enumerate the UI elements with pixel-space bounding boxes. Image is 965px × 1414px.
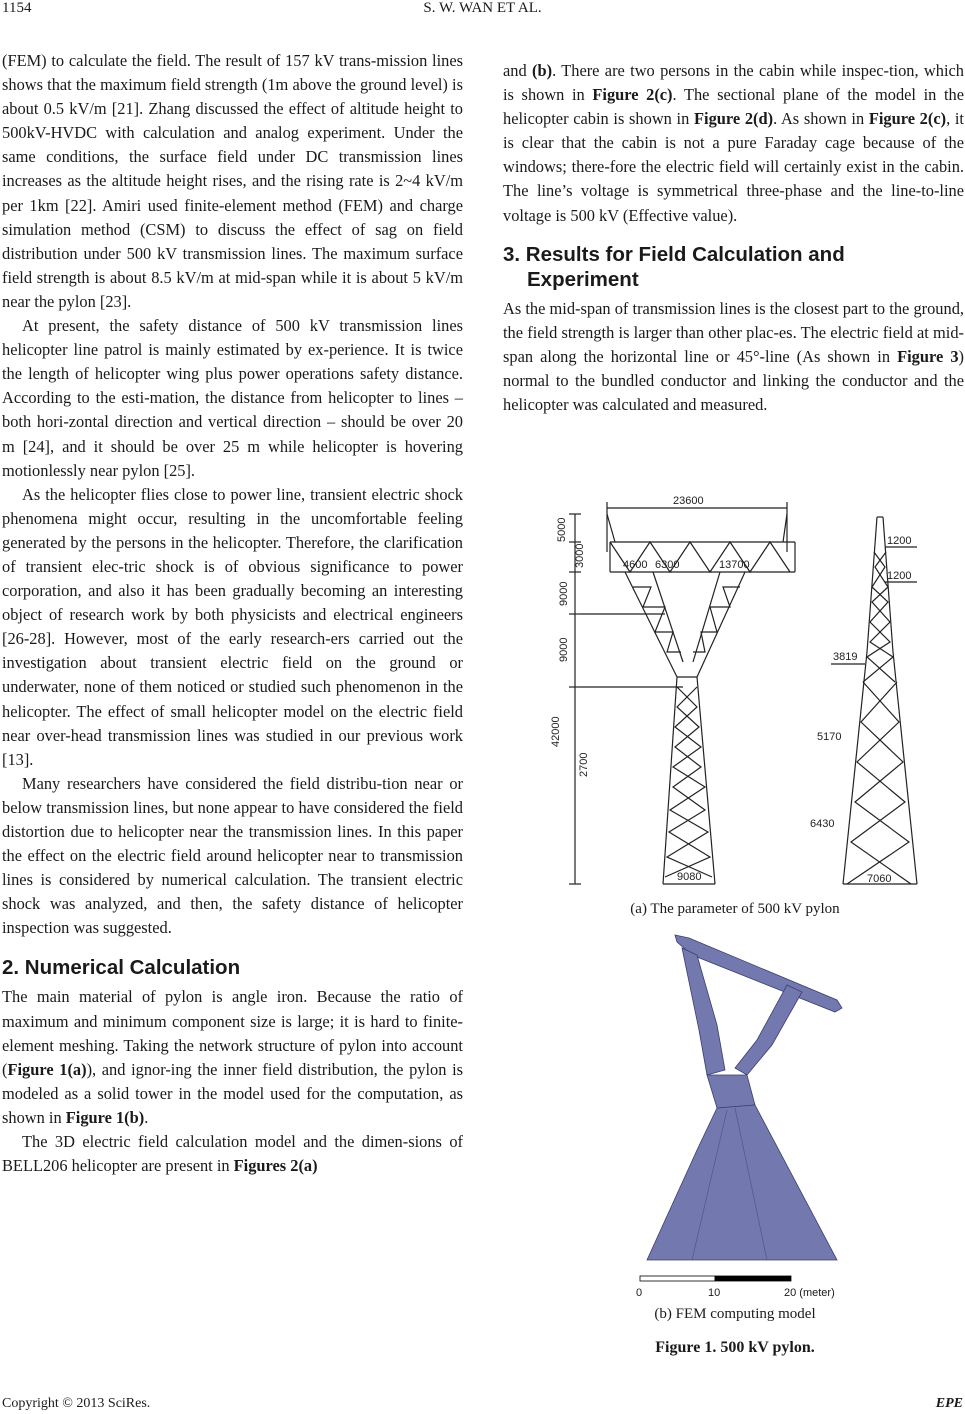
fem-model-image bbox=[637, 930, 842, 1285]
figure-ref: Figure 1(a) bbox=[7, 1059, 87, 1079]
dimension-label: 3819 bbox=[833, 651, 858, 663]
figure-ref: Figures 2(a) bbox=[233, 1156, 318, 1176]
paragraph: Many researchers have considered the field distribu-tion near or below transmission lines, but none appear to have considered the field distortion due to helicopter near the transmission lines. In this paper the effect on the electric field around helicopter near to transmission lines is considered by numerical calculation. The transient electric shock was analyzed, and then, the safety distance of helicopter inspection was suggested. bbox=[2, 773, 463, 938]
dimension-label: 6300 bbox=[655, 559, 680, 571]
footer-journal: EPE bbox=[935, 1396, 963, 1411]
subfigure-caption-b: (b) FEM computing model bbox=[654, 1306, 816, 1322]
paragraph: At present, the safety distance of 500 kV transmission lines helicopter line patrol is mainly estimated by ex-perience. It is twice the length of helicopter wing plus power operations safety distance. According to the esti-mation, the distance from helicopter to lines – both hori-zontal direction and vertical direction – should be over 20 m [24], and it should be over 25 m while helicopter is hovering motionlessly near pylon [25]. bbox=[2, 316, 463, 480]
paragraph: (FEM) to calculate the field. The result of 157 kV trans-mission lines shows that the maximum field strength (1m above the ground level) is about 0.5 kV/m [21]. Zhang discussed the effect of altitude height to 500kV-HVDC with calculation and analog experiment. Under the same conditions, the surface field under DC transmission lines increases as the altitude height rises, and the rising rate is 2~4 kV/m per 1km [22]. Amiri used finite-element method (FEM) and charge simulation method (CSM) to discuss the effect of sag on field distribution under 500 kV transmission lines. The maximum surface field strength is about 8.5 kV/m at mid-span while it is about 5 kV/m near the pylon [23]. bbox=[2, 51, 463, 311]
dimension-label: 3000 bbox=[574, 543, 586, 568]
figure-ref: Figure 1(b) bbox=[65, 1107, 145, 1127]
dimension-label: 13700 bbox=[719, 559, 750, 571]
paragraph: As the mid-span of transmission lines is the closest part to the ground, the field strength is larger than other plac-es. The electric field at mid-span along the horizontal line or 45°-line (As shown in Figure 3) normal to the bundled conductor and linking the conductor and the helicopter was calculated and measured. bbox=[503, 298, 964, 415]
dimension-label: 7060 bbox=[867, 873, 892, 885]
dimension-label: 23600 bbox=[673, 495, 704, 507]
dimension-label: 2700 bbox=[578, 752, 590, 777]
scale-label: 10 bbox=[708, 1287, 721, 1299]
dimension-label: 9080 bbox=[677, 871, 702, 883]
dimension-label: 5000 bbox=[556, 517, 568, 542]
dimension-label: 9000 bbox=[558, 637, 570, 662]
page-number: 1154 bbox=[2, 0, 32, 16]
dimension-label: 5170 bbox=[817, 731, 842, 743]
scale-label: 20 (meter) bbox=[784, 1287, 835, 1299]
paragraph: The main material of pylon is angle iron. Because the ratio of maximum and minimum component size is large; it is hard to finite-element meshing. Taking the network structure of pylon into account (Figure 1(a)), and ignor-ing the inner field distribution, the pylon is modeled as a solid tower in the model used for the computation, as shown in Figure 1(b). bbox=[2, 987, 463, 1127]
paragraph: The 3D electric field calculation model and the dimen-sions of BELL206 helicopter are present in Figures 2(a) bbox=[2, 1132, 463, 1176]
running-title: S. W. WAN ET AL. bbox=[423, 0, 542, 16]
subfigure-caption-a: (a) The parameter of 500 kV pylon bbox=[630, 901, 840, 917]
dimension-label: 1200 bbox=[887, 570, 912, 582]
dimension-label: 9000 bbox=[558, 581, 570, 606]
scale-label: 0 bbox=[636, 1287, 643, 1299]
right-column bbox=[503, 59, 964, 417]
section-heading: 2. Numerical Calculation bbox=[2, 956, 241, 980]
dimension-label: 1200 bbox=[887, 535, 912, 547]
paragraph: and (b). There are two persons in the cabin while inspec-tion, which is shown in Figure 2(c). The sectional plane of the model in the helicopter cabin is shown in Figure 2(d). As shown in Figure 2(c), it is clear that the cabin is not a pure Faraday cage because of the windows; there-fore the electric field will certainly exist in the cabin. The line’s voltage is symmetrical three-phase and the line-to-line voltage is 500 kV (Effective value). bbox=[503, 61, 965, 225]
section-heading: 3. Results for Field Calculation and Experiment bbox=[503, 242, 845, 291]
figure-caption: Figure 1. 500 kV pylon. bbox=[655, 1339, 815, 1356]
dimension-label: 6430 bbox=[810, 818, 835, 830]
scale-labels bbox=[636, 1287, 856, 1301]
footer-copyright: Copyright © 2013 SciRes. bbox=[2, 1396, 151, 1411]
paragraph: As the helicopter flies close to power line, transient electric shock phenomena might occur, resulting in the uncomfortable feeling generated by the persons in the helicopter. Therefore, the clarification of transient elec-tric shock is of obvious significance to power corporation, and also it has been gradually becoming an interesting object of research work by both physicists and electrical engineers [26-28]. However, most of the early research-ers carried out the investigation about transient electric field on the ground or underwater, none of them noticed or studied such phenomenon in the helicopter. The effect of small helicopter model on the electric field near over-head transmission lines was studied in our previous work [13]. bbox=[2, 484, 463, 769]
dimension-label: 4600 bbox=[623, 559, 648, 571]
page-header bbox=[0, 0, 965, 30]
left-column bbox=[2, 49, 463, 1178]
dimension-label: 42000 bbox=[550, 716, 562, 747]
pylon-drawing bbox=[550, 492, 920, 894]
